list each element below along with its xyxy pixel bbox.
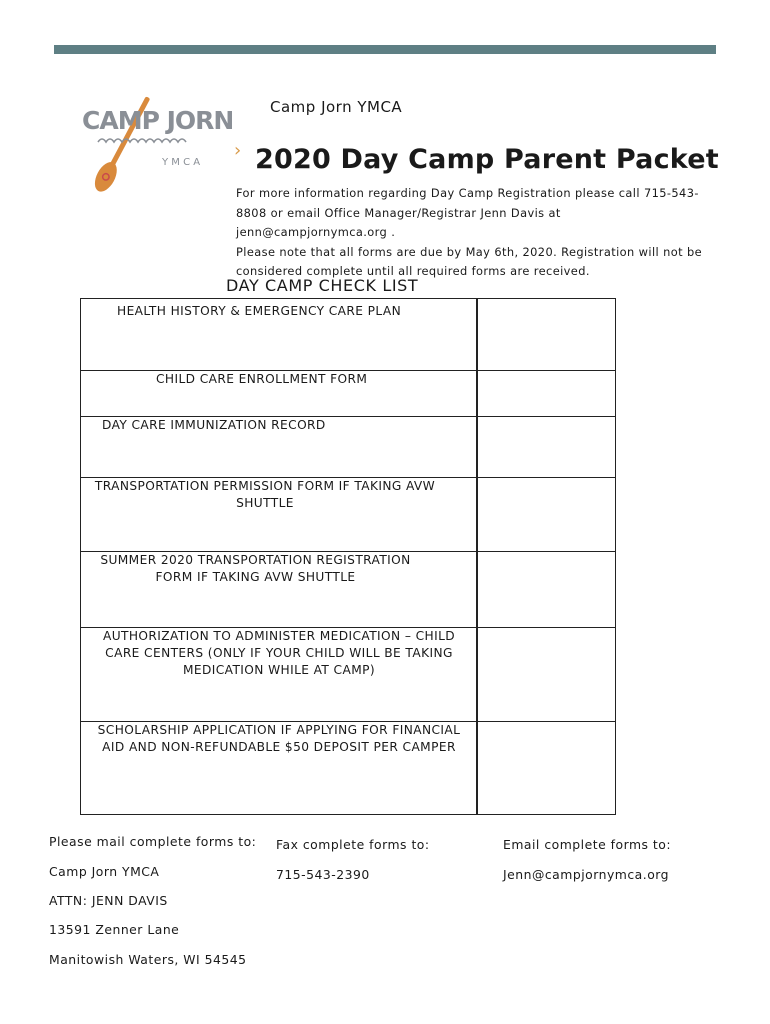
- checklist-item-label: CHILD CARE ENROLLMENT FORM: [156, 372, 368, 386]
- checklist-row: [81, 478, 615, 552]
- intro-line: considered complete until all required forms are received.: [236, 264, 590, 278]
- camp-jorn-logo: [78, 85, 234, 185]
- intro-paragraph: [236, 184, 706, 282]
- mail-heading: Please mail complete forms to:: [49, 834, 257, 849]
- chevron-right-icon: ›: [234, 140, 242, 161]
- mail-address-line: Camp Jorn YMCA: [49, 864, 160, 879]
- checklist-item-label: AUTHORIZATION TO ADMINISTER MEDICATION – CHILD CARE CENTERS (ONLY IF YOUR CHILD WILL BE TAKING MEDICATION WHILE AT CAMP): [102, 629, 456, 677]
- checklist-title: DAY CAMP CHECK LIST: [226, 276, 419, 295]
- checklist-item-label: HEALTH HISTORY & EMERGENCY CARE PLAN: [117, 304, 402, 318]
- checklist-checkbox[interactable]: [477, 552, 615, 627]
- checklist-row: [81, 299, 615, 371]
- fax-heading: Fax complete forms to:: [276, 837, 430, 852]
- checklist-row: [81, 628, 615, 722]
- checklist-item-label: SUMMER 2020 TRANSPORTATION REGISTRATION FORM IF TAKING AVW SHUTTLE: [100, 553, 411, 584]
- intro-line: For more information regarding Day Camp Registration please call 715-543-: [236, 186, 699, 200]
- mail-address-line: 13591 Zenner Lane: [49, 922, 180, 937]
- page-title: 2020 Day Camp Parent Packet: [255, 144, 719, 175]
- fax-number: 715-543-2390: [276, 867, 370, 882]
- organization-name: Camp Jorn YMCA: [270, 98, 403, 116]
- checklist-row: [81, 371, 615, 417]
- checklist-item-label: SCHOLARSHIP APPLICATION IF APPLYING FOR FINANCIAL AID AND NON-REFUNDABLE $50 DEPOSIT PER CAMPER: [97, 723, 461, 754]
- top-accent-bar: [54, 45, 716, 54]
- intro-line: 8808 or email Office Manager/Registrar Jenn Davis at jenn@campjornymca.org .: [236, 205, 561, 239]
- checklist-checkbox[interactable]: [477, 371, 615, 416]
- checklist-checkbox[interactable]: [477, 478, 615, 551]
- checklist-checkbox[interactable]: [477, 299, 615, 370]
- email-heading: Email complete forms to:: [503, 837, 672, 852]
- checklist-row: [81, 722, 615, 816]
- intro-line: Please note that all forms are due by May 6th, 2020. Registration will not be: [236, 244, 703, 259]
- checklist-row: [81, 552, 615, 628]
- checklist-table: [80, 298, 616, 815]
- checklist-checkbox[interactable]: [477, 417, 615, 477]
- mail-address-line: Manitowish Waters, WI 54545: [49, 952, 247, 967]
- logo-main-text: CAMP JORN: [82, 106, 234, 135]
- checklist-item-label: DAY CARE IMMUNIZATION RECORD: [102, 418, 326, 432]
- email-address[interactable]: Jenn@campjornymca.org: [503, 867, 670, 882]
- logo-sub-text: Y M C A: [162, 157, 201, 168]
- mail-address-line: ATTN: JENN DAVIS: [49, 893, 168, 908]
- checklist-row: [81, 417, 615, 478]
- checklist-item-label: TRANSPORTATION PERMISSION FORM IF TAKING AVW SHUTTLE: [94, 479, 436, 510]
- checklist-checkbox[interactable]: [477, 722, 615, 816]
- checklist-checkbox[interactable]: [477, 628, 615, 721]
